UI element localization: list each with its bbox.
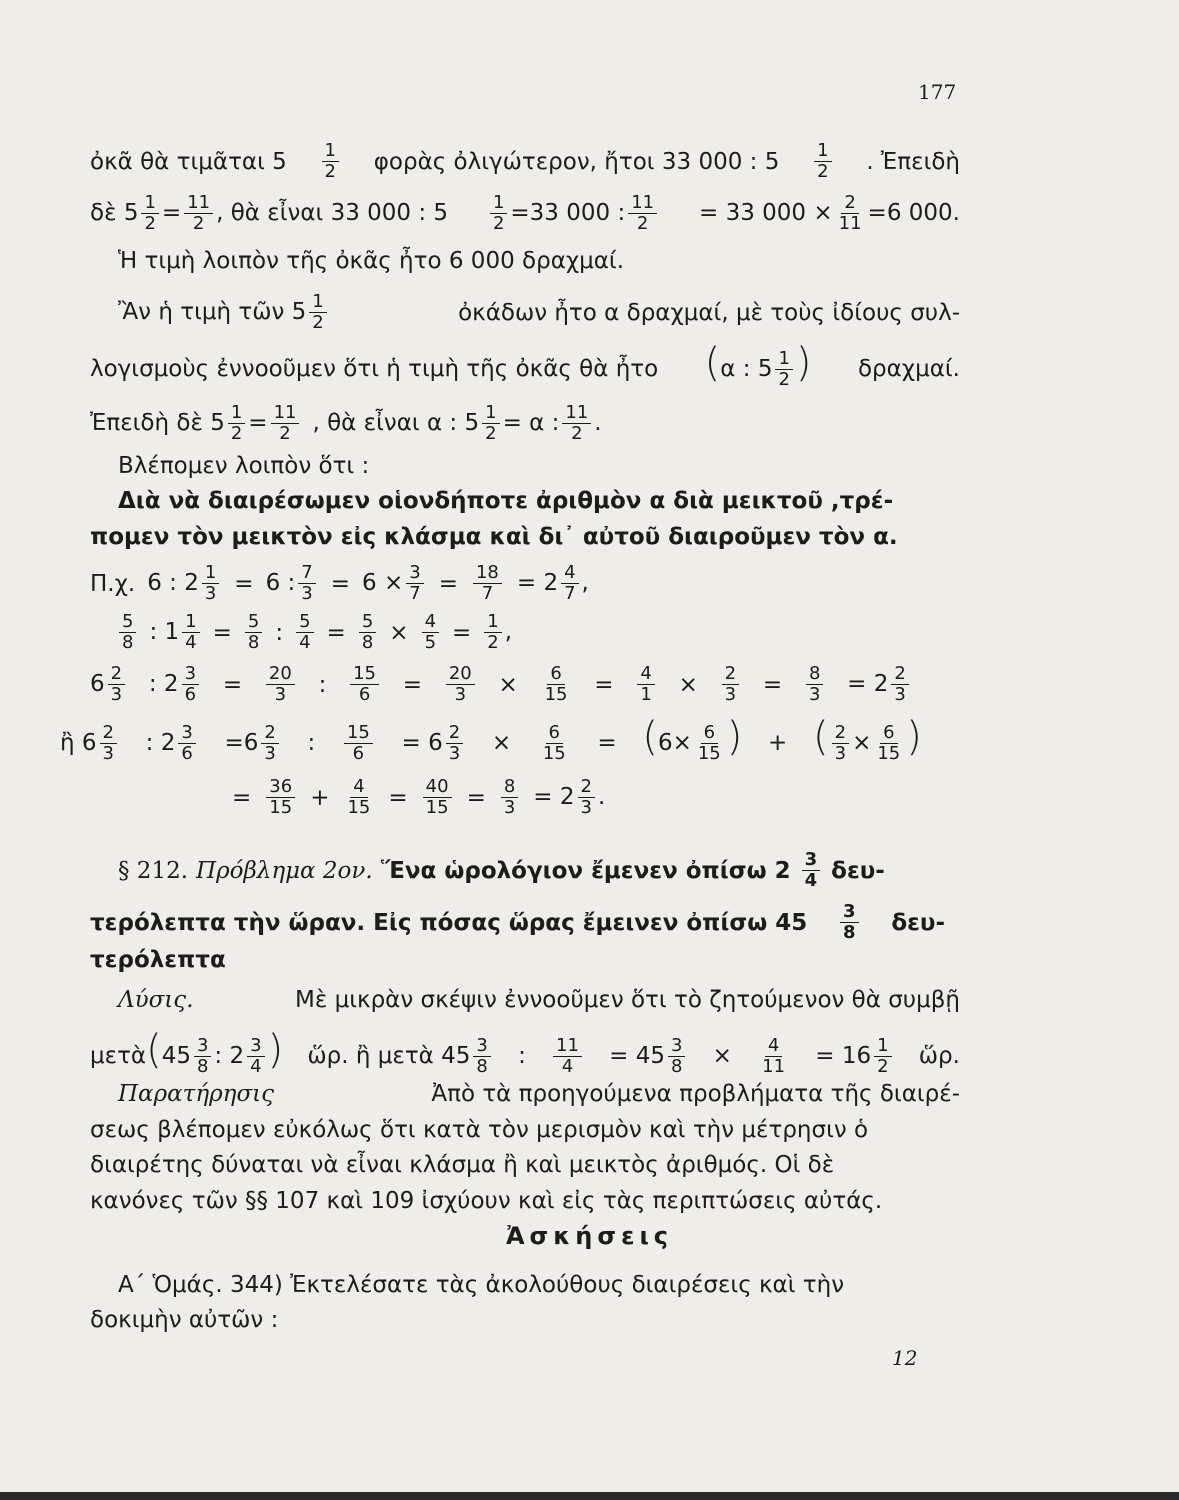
fraction: $\frac{3}{4}$ — [802, 850, 821, 891]
fraction: $\frac{1}{2}$ — [874, 1036, 891, 1077]
fraction: $\frac{15}{6}$ — [344, 723, 373, 764]
fraction: $\frac{1}{2}$ — [482, 403, 499, 444]
exercise-line-1: Α΄ Ὁμάς. 344) Ἐκτελέσατε τὰς ἀκολούθους διαιρέσεις καὶ τὴν — [118, 1272, 845, 1298]
rule-line-1: Διὰ νὰ διαιρέσωμεν οἱονδήποτε ἀριθμὸν α διὰ μεικτοῦ ,τρέ- — [118, 488, 894, 514]
text-line-1 — [90, 141, 960, 182]
text: ὀκᾶ θὰ τιμᾶται 5 — [90, 148, 287, 175]
text-line-7: Βλέπομεν λοιπὸν ὅτι : — [118, 453, 370, 479]
fraction: $\frac{11}{2}$ — [628, 193, 657, 234]
fraction: $\frac{1}{2}$ — [228, 403, 245, 444]
fraction: $\frac{3}{8}$ — [840, 902, 859, 943]
fraction: $\frac{3}{4}$ — [247, 1036, 264, 1077]
remark-line-3: διαιρέτης δύναται νὰ εἶναι κλάσμα ἢ καὶ μεικτὸς ἀριθμός. Οἱ δὲ — [90, 1152, 835, 1178]
fraction: $\frac{11}{2}$ — [562, 403, 591, 444]
text-line-3: Ἡ τιμὴ λοιπὸν τῆς ὀκᾶς ἦτο 6 000 δραχμαί. — [118, 248, 625, 274]
text-line-4: Ἂν ἡ τιμὴ τῶν 5 $\frac{1}{2}$ ὀκάδων ἦτο α δραχμαί, μὲ τοὺς ἰδίους συλ- — [118, 291, 960, 333]
fraction: $\frac{5}{8}$ — [359, 612, 376, 653]
fraction: $\frac{5}{4}$ — [296, 612, 313, 653]
fraction: $\frac{2}{3}$ — [261, 723, 278, 764]
fraction: $\frac{6}{15}$ — [542, 721, 566, 764]
problem-line-3: τερόλεπτα — [90, 947, 226, 973]
example-line-2: $\frac{5}{8}$ : 1 $\frac{1}{4}$ = $\frac{5}{8}$ : $\frac{5}{4}$ = $\frac{5}{8}$ × $\frac{4}{5}$ = $\frac{1}{2}$ , — [116, 612, 986, 653]
fraction: $\frac{4}{15}$ — [347, 776, 371, 818]
fraction: $\frac{4}{11}$ — [762, 1034, 786, 1077]
fraction: $\frac{7}{3}$ — [298, 563, 315, 604]
fraction: $\frac{2}{11}$ — [838, 192, 862, 234]
fraction: $\frac{6}{15}$ — [877, 722, 901, 764]
fraction: $\frac{3}{8}$ — [473, 1036, 490, 1077]
solution-line-2: μετὰ(45 $\frac{3}{8}$ : 2 $\frac{3}{4}$ ) ὥρ. ἢ μετὰ 45 $\frac{3}{8}$ : $\frac{11}{4}$ = 45 $\frac{3}{8}$ × $\frac{4}{11}$ = 16 $\frac{1}{2}$ ὥρ. — [90, 1027, 960, 1077]
fraction: $\frac{5}{8}$ — [245, 612, 262, 653]
fraction: $\frac{2}{3}$ — [891, 664, 908, 705]
text: . Ἐπειδὴ — [866, 148, 960, 175]
fraction: $\frac{6}{15}$ — [697, 722, 721, 764]
fraction: $\frac{1}{2}$ — [322, 141, 339, 182]
fraction: $\frac{11}{2}$ — [184, 193, 213, 234]
fraction: $\frac{5}{8}$ — [119, 612, 136, 653]
fraction: $\frac{20}{3}$ — [266, 664, 295, 705]
fraction: $\frac{1}{2}$ — [775, 349, 792, 390]
scan-edge — [0, 1492, 1179, 1500]
fraction: $\frac{6}{15}$ — [544, 663, 568, 705]
fraction: $\frac{1}{2}$ — [814, 141, 831, 182]
problem-line-2: τερόλεπτα τὴν ὥραν. Εἰς πόσας ὥρας ἔμεινεν ὀπίσω 45 $\frac{3}{8}$ δευ- — [90, 901, 945, 943]
fraction: $\frac{40}{15}$ — [423, 777, 452, 818]
text-line-5: λογισμοὺς ἐννοοῦμεν ὅτι ἡ τιμὴ τῆς ὀκᾶς θὰ ἦτο (α : 5 $\frac{1}{2}$ ) δραχμαί. — [90, 340, 960, 390]
remark-line-1: Παρατήρησις Ἀπὸ τὰ προηγούμενα προβλήματα τῆς διαιρέ- — [118, 1081, 960, 1107]
fraction: $\frac{15}{6}$ — [350, 664, 379, 705]
fraction: $\frac{11}{2}$ — [271, 403, 300, 444]
fraction: $\frac{4}{7}$ — [561, 563, 578, 604]
fraction: $\frac{3}{8}$ — [194, 1036, 211, 1077]
example-line-4: ἢ 6 $\frac{2}{3}$ : 2 $\frac{3}{6}$ =6 $\frac{2}{3}$ : $\frac{15}{6}$ = 6 $\frac{2}{3}$ × $\frac{6}{15}$ = (6× $\frac{6}{15}$ ) + ( $\frac{2}{3}$ × $\frac{6}{15}$ ) — [60, 714, 922, 764]
fraction: $\frac{1}{2}$ — [484, 612, 501, 653]
rule-line-2: πομεν τὸν μεικτὸν εἰς κλάσμα καὶ δι᾽ αὐτοῦ διαιροῦμεν τὸν α. — [90, 524, 898, 550]
fraction: $\frac{2}{3}$ — [108, 664, 125, 705]
fraction: $\frac{4}{5}$ — [422, 612, 439, 653]
text-line-2: δὲ 5 $\frac{1}{2}$ = $\frac{11}{2}$ , θὰ εἶναι 33 000 : 5 $\frac{1}{2}$ =33 000 : $\frac{11}{2}$ = 33 000 × $\frac{2}{11}$ =6 000. — [90, 192, 960, 234]
fraction: $\frac{2}{3}$ — [446, 723, 463, 764]
remark-line-2: σεως βλέπομεν εὐκόλως ὅτι κατὰ τὸν μερισμὸν καὶ τὴν μέτρησιν ὁ — [90, 1117, 869, 1143]
remark-line-4: κανόνες τῶν §§ 107 καὶ 109 ἰσχύουν καὶ εἰς τὰς περιπτώσεις αὐτάς. — [90, 1188, 883, 1214]
problem-line-1: § 212. Πρόβλημα 2ον. Ἕνα ὡρολόγιον ἔμενεν ὀπίσω 2 $\frac{3}{4}$ δευ- — [118, 849, 885, 891]
fraction: $\frac{1}{2}$ — [141, 193, 158, 234]
fraction: $\frac{1}{3}$ — [202, 563, 219, 604]
fraction: $\frac{8}{3}$ — [806, 664, 823, 705]
fraction: $\frac{36}{15}$ — [266, 777, 295, 818]
fraction: $\frac{1}{2}$ — [490, 193, 507, 234]
page-number: 177 — [918, 80, 957, 104]
fraction: $\frac{1}{4}$ — [182, 612, 199, 653]
fraction: $\frac{3}{6}$ — [178, 723, 195, 764]
fraction: $\frac{11}{4}$ — [553, 1036, 582, 1077]
fraction: $\frac{20}{3}$ — [446, 664, 475, 705]
text-line-6: Ἐπειδὴ δὲ 5 $\frac{1}{2}$ = $\frac{11}{2}$ , θὰ εἶναι α : 5 $\frac{1}{2}$ = α : $\frac{11}{2}$ . — [90, 402, 602, 444]
fraction: $\frac{2}{3}$ — [832, 723, 849, 764]
footer-signature-number: 12 — [892, 1346, 918, 1370]
fraction: $\frac{18}{7}$ — [473, 563, 502, 604]
fraction: $\frac{2}{3}$ — [722, 664, 739, 705]
fraction: $\frac{3}{6}$ — [182, 664, 199, 705]
example-line-1: Π.χ. 6 : 2 $\frac{1}{3}$ = 6 : $\frac{7}{3}$ = 6 × $\frac{3}{7}$ = $\frac{18}{7}$ = 2 $\frac{4}{7}$ , — [90, 562, 589, 604]
exercises-heading: Ἀσκήσεις — [505, 1222, 674, 1250]
fraction: $\frac{3}{7}$ — [406, 563, 423, 604]
fraction: $\frac{2}{3}$ — [578, 777, 595, 818]
text: φορὰς ὀλιγώτερον, ἤτοι 33 000 : 5 — [373, 148, 780, 175]
fraction: $\frac{1}{2}$ — [309, 292, 326, 333]
fraction: $\frac{8}{3}$ — [501, 777, 518, 818]
fraction: $\frac{4}{1}$ — [637, 664, 654, 705]
solution-line-1: Λύσις. Μὲ μικρὰν σκέψιν ἐννοοῦμεν ὅτι τὸ ζητούμενον θὰ συμβῇ — [118, 987, 960, 1013]
fraction: $\frac{2}{3}$ — [100, 723, 117, 764]
example-line-3: 6 $\frac{2}{3}$ : 2 $\frac{3}{6}$ = $\frac{20}{3}$ : $\frac{15}{6}$ = $\frac{20}{3}$ × $\frac{6}{15}$ = $\frac{4}{1}$ × $\frac{2}{3}$ = $\frac{8}{3}$ = 2 $\frac{2}{3}$ — [90, 664, 912, 705]
fraction: $\frac{3}{8}$ — [668, 1036, 685, 1077]
exercise-line-2: δοκιμὴν αὐτῶν : — [90, 1307, 279, 1333]
example-line-5: = $\frac{36}{15}$ + $\frac{4}{15}$ = $\frac{40}{15}$ = $\frac{8}{3}$ = 2 $\frac{2}{3}$ . — [232, 776, 606, 818]
